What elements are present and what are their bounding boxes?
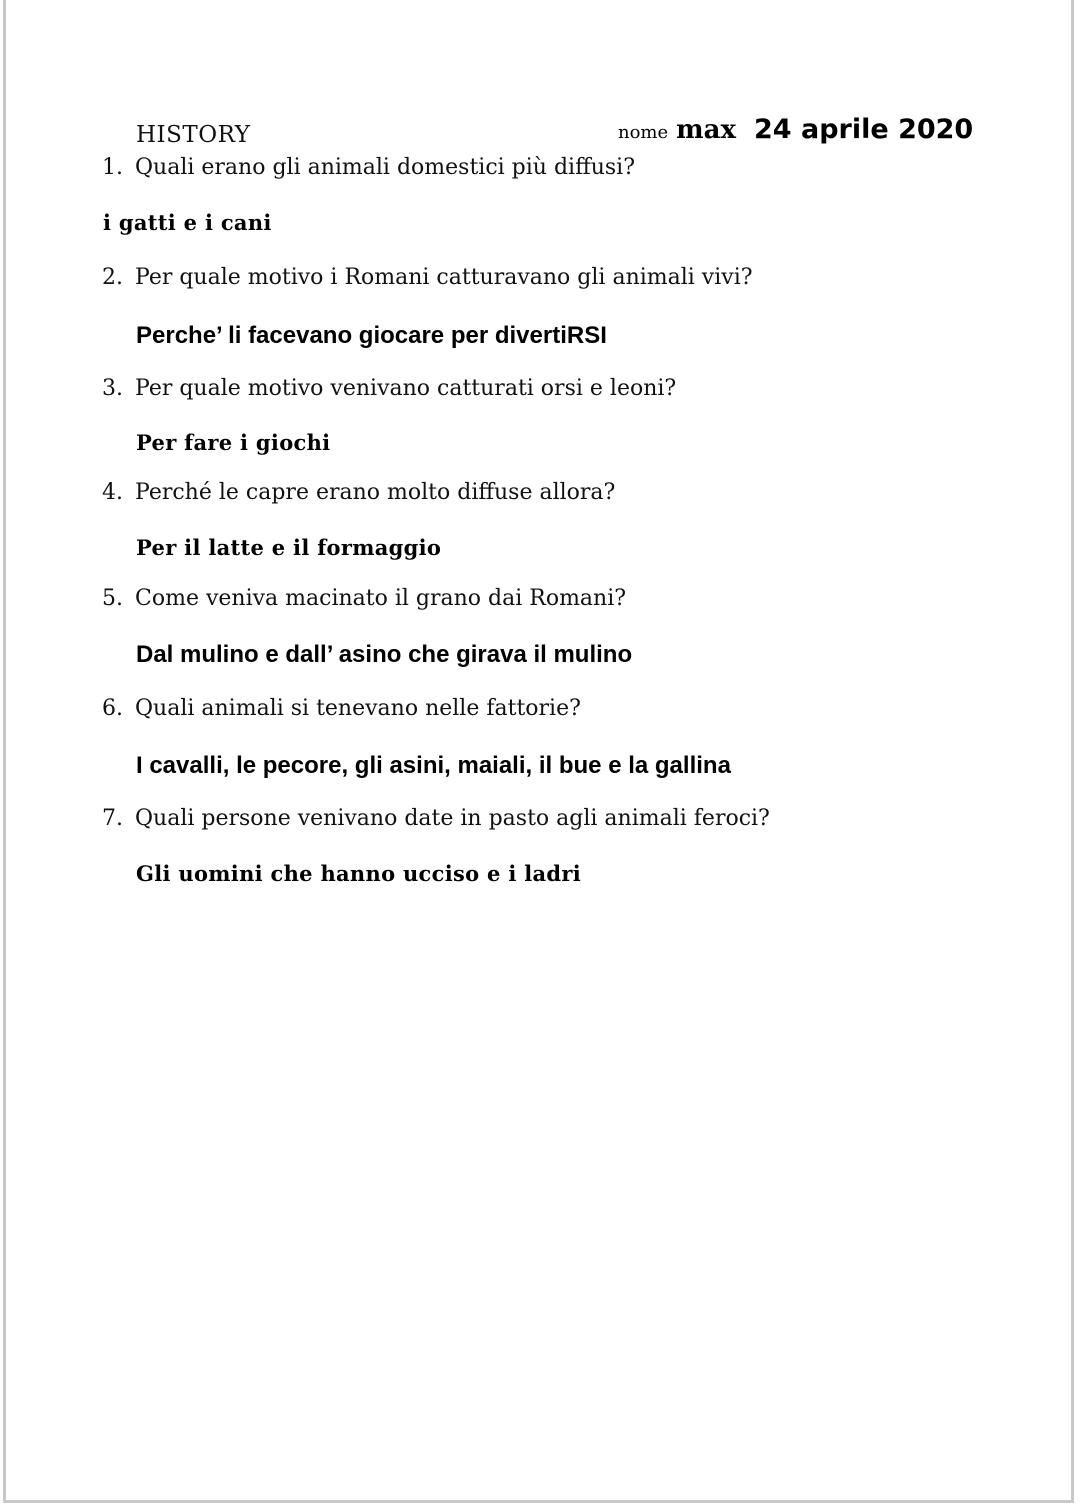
answer-4: Per il latte e il formaggio bbox=[136, 535, 442, 560]
question-4 bbox=[102, 480, 615, 505]
question-number: 5. bbox=[102, 586, 123, 611]
question-text: Come veniva macinato il grano dai Romani? bbox=[135, 586, 627, 611]
answer-3: Per fare i giochi bbox=[136, 430, 331, 455]
question-text: Quali animali si tenevano nelle fattorie? bbox=[135, 696, 581, 721]
question-number: 1. bbox=[102, 155, 123, 180]
question-number: 7. bbox=[102, 806, 123, 831]
answer-2: Perche’ li facevano giocare per divertiRSI bbox=[136, 322, 607, 349]
question-number: 4. bbox=[102, 480, 123, 505]
question-1 bbox=[102, 155, 635, 180]
question-text: Quali persone venivano date in pasto agli animali feroci? bbox=[135, 806, 770, 831]
question-number: 6. bbox=[102, 696, 123, 721]
question-number: 3. bbox=[102, 376, 123, 401]
question-7 bbox=[102, 806, 770, 831]
question-number: 2. bbox=[102, 265, 123, 290]
answer-7: Gli uomini che hanno ucciso e i ladri bbox=[136, 861, 582, 886]
document-page bbox=[3, 0, 1074, 1503]
name-label: nome bbox=[618, 122, 669, 143]
student-name: max bbox=[676, 115, 737, 145]
answer-6: I cavalli, le pecore, gli asini, maiali, il bue e la gallina bbox=[136, 752, 731, 779]
answer-1: i gatti e i cani bbox=[103, 210, 272, 235]
question-text: Per quale motivo i Romani catturavano gli animali vivi? bbox=[135, 265, 753, 290]
document-date: 24 aprile 2020 bbox=[754, 114, 974, 145]
question-text: Perché le capre erano molto diffuse allora? bbox=[135, 480, 616, 505]
question-3 bbox=[102, 376, 676, 401]
question-5 bbox=[102, 586, 626, 611]
question-2 bbox=[102, 265, 753, 290]
subject-title: HISTORY bbox=[136, 122, 251, 148]
question-text: Per quale motivo venivano catturati orsi e leoni? bbox=[135, 376, 677, 401]
question-text: Quali erano gli animali domestici più diffusi? bbox=[135, 155, 636, 180]
answer-5: Dal mulino e dall’ asino che girava il mulino bbox=[136, 641, 633, 668]
document-header bbox=[6, 114, 1071, 154]
student-meta bbox=[618, 114, 973, 145]
question-6 bbox=[102, 696, 581, 721]
